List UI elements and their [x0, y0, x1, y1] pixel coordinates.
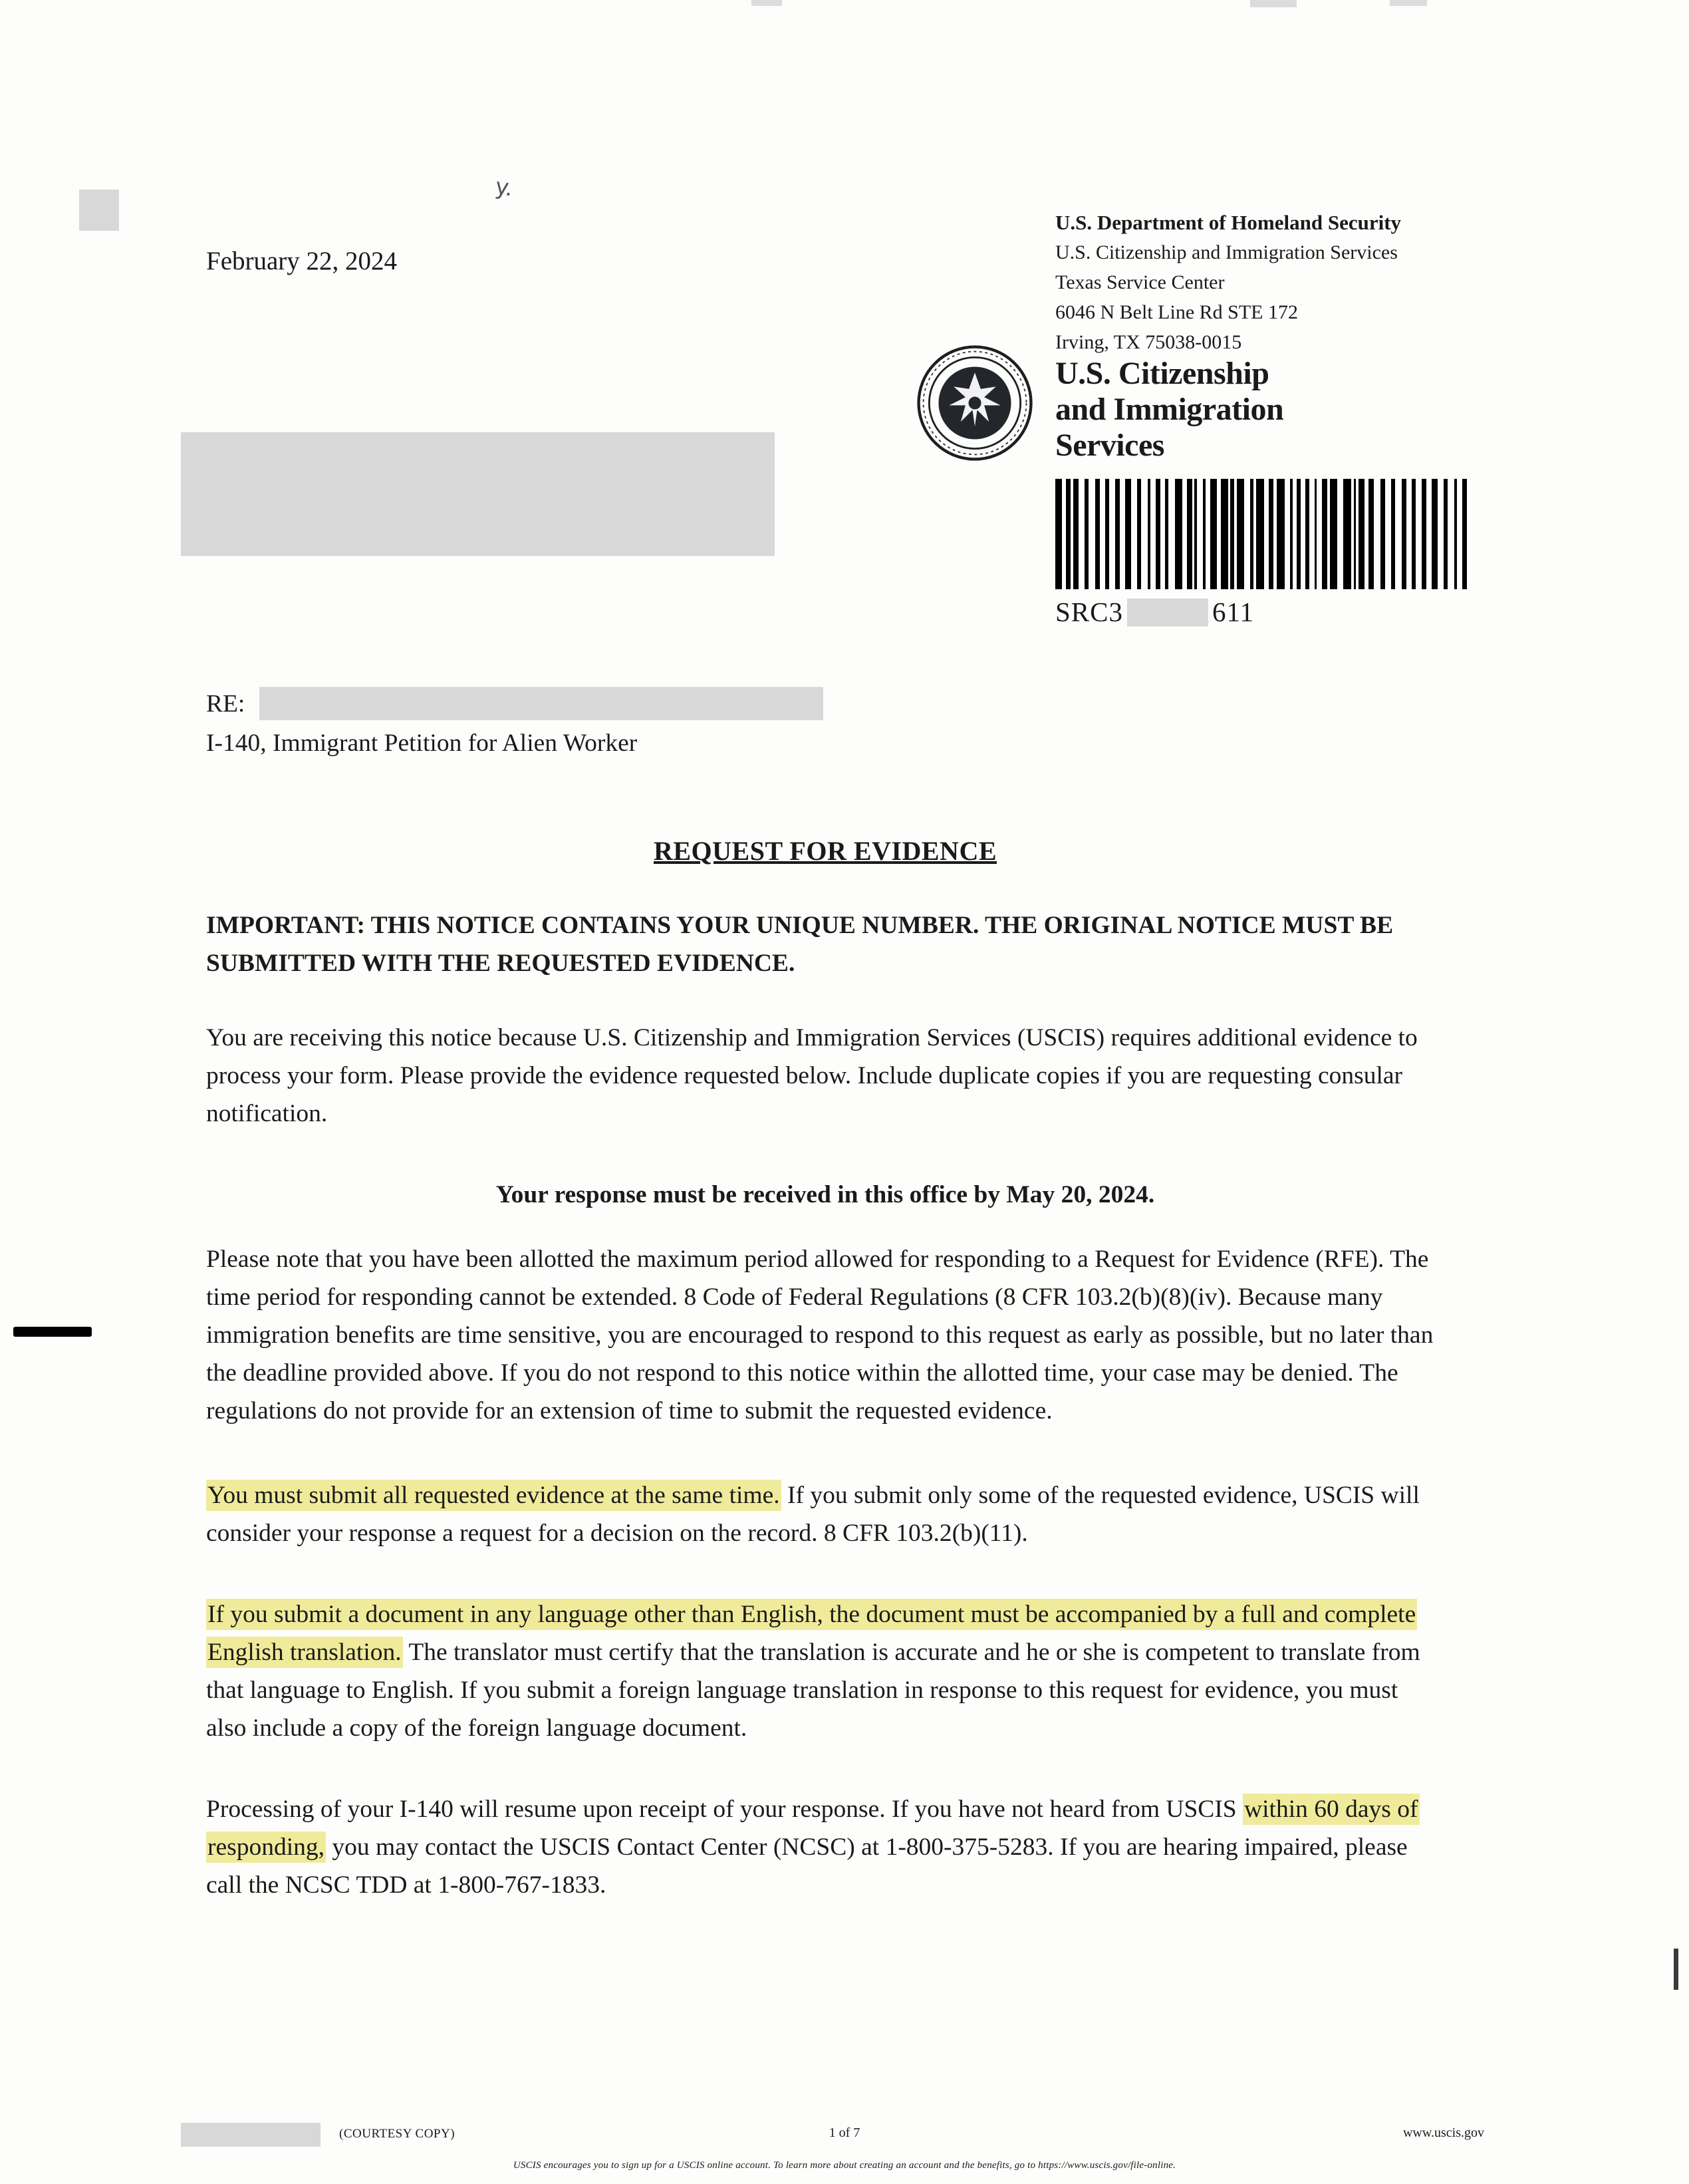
letter-date: February 22, 2024: [206, 247, 398, 275]
highlight-submit-all: You must submit all requested evidence at the same time.: [206, 1480, 781, 1511]
barcode-bar: [1230, 479, 1234, 589]
processing-after: you may contact the USCIS Contact Center (NCSC) at 1-800-375-5283. If you are hearing impaired, please call the NCSC TDD at 1-800-767-1833.: [206, 1834, 1408, 1899]
barcode-bar: [1066, 479, 1071, 589]
document-title: REQUEST FOR EVIDENCE: [653, 836, 997, 867]
barcode-bar: [1462, 479, 1467, 589]
dhs-line: 6046 N Belt Line Rd STE 172: [1055, 301, 1298, 323]
barcode-bar: [1156, 479, 1160, 589]
barcode-bar: [1305, 479, 1309, 589]
barcode-bar: [1454, 479, 1457, 589]
barcode-bar: [1237, 479, 1244, 589]
barcode-bar: [1194, 479, 1197, 589]
important-paragraph: IMPORTANT: THIS NOTICE CONTAINS YOUR UNIQUE NUMBER. THE ORIGINAL NOTICE MUST BE SUBMITTED WITH THE REQUESTED EVIDENCE.: [206, 912, 1394, 978]
barcode-bar: [1277, 479, 1285, 589]
processing-before: Processing of your I-140 will resume upon receipt of your response. If you have not heard from USCIS: [206, 1796, 1243, 1824]
dhs-line: U.S. Citizenship and Immigration Services: [1055, 241, 1398, 263]
scan-artifact: [1390, 0, 1427, 6]
scan-artifact: [751, 0, 782, 6]
receipt-redaction: [1127, 599, 1208, 626]
barcode-bar: [1432, 479, 1438, 589]
barcode-bar: [1221, 479, 1228, 589]
receipt-prefix: SRC3: [1055, 597, 1123, 627]
barcode-bar: [1391, 479, 1395, 589]
submit-evidence-paragraph: [206, 1476, 1444, 1552]
response-deadline: Your response must be received in this office by May 20, 2024.: [495, 1181, 1155, 1209]
barcode-bar: [1368, 479, 1374, 589]
allotted-period-paragraph: Please note that you have been allotted the maximum period allowed for responding to a Request for Evidence (RFE). The time period for responding cannot be extended. 8 Code of Federal Regulations (8 CFR 103.2(b)(8)(iv). Because many immigration benefits are time sensitive, you are encouraged to respond to this request as early as possible, but no later than the deadline provided above. If you do not respond to this notice within the allotted time, your case may be denied. The regulations do not provide for an extension of time to submit the requested evidence.: [206, 1246, 1434, 1425]
processing-paragraph: [206, 1790, 1444, 1904]
receipt-number: [1055, 596, 1254, 632]
redaction-square: [79, 190, 119, 231]
highlight-60-days: within 60 days of responding,: [206, 1794, 1420, 1863]
translation-rest: The translator must certify that the translation is accurate and he or she is competent to translate from that language to English. If you submit a foreign language translation in response to this request for evidence, you must also include a copy of the foreign language document.: [206, 1639, 1420, 1742]
barcode-bar: [1315, 479, 1317, 589]
barcode-bar: [1256, 479, 1264, 589]
right-edge-artifact: [1674, 1949, 1678, 1990]
barcode-bar: [1115, 479, 1120, 589]
barcode-bar: [1203, 479, 1206, 589]
wordmark-line: and Immigration: [1055, 392, 1284, 427]
barcode-bar: [1290, 479, 1293, 589]
barcode-bar: [1444, 479, 1448, 589]
submit-evidence-rest: If you submit only some of the requested evidence, USCIS will consider your response a request for a decision on the record. 8 CFR 103.2(b)(11).: [206, 1482, 1420, 1548]
barcode-bar: [1412, 479, 1416, 589]
barcode-bar: [1297, 479, 1301, 589]
dhs-line: Texas Service Center: [1055, 271, 1225, 293]
barcode-bar: [1402, 479, 1406, 589]
barcode-bar: [1187, 479, 1192, 589]
wordmark-line: Services: [1055, 428, 1164, 463]
barcode-bar: [1125, 479, 1131, 589]
left-margin-dash: [13, 1327, 92, 1337]
barcode-bar: [1250, 479, 1253, 589]
footer-online-account-note: USCIS encourages you to sign up for a USCIS online account. To learn more about creating an account and the benefits, go to https://www.uscis.gov/file-online.: [513, 2160, 1176, 2171]
re-label: RE:: [206, 690, 245, 718]
barcode-bar: [1343, 479, 1351, 589]
barcode-bar: [1165, 479, 1168, 589]
wordmark-line: U.S. Citizenship: [1055, 356, 1269, 391]
dhs-address-block: [1055, 207, 1401, 357]
scan-artifact: [1250, 0, 1297, 7]
barcode-bar: [1175, 479, 1182, 589]
dhs-seal-icon: [916, 344, 1033, 462]
recipient-address-redaction: [181, 432, 775, 556]
barcode-bar: [1354, 479, 1356, 589]
barcode-bar: [1210, 479, 1217, 589]
barcode-bar: [1105, 479, 1109, 589]
barcode-bar: [1380, 479, 1385, 589]
handwriting-artifact: y.: [493, 173, 515, 202]
dhs-line: U.S. Department of Homeland Security: [1055, 211, 1402, 234]
barcode-bar: [1269, 479, 1273, 589]
receipt-suffix: 611: [1212, 597, 1254, 627]
barcode-bar: [1359, 479, 1364, 589]
barcode-bar: [1085, 479, 1089, 589]
barcode-bar: [1322, 479, 1327, 589]
barcode-bar: [1073, 479, 1079, 589]
highlight-translation: If you submit a document in any language other than English, the document must be accompanied by a full and complete English translation.: [206, 1599, 1417, 1668]
barcode-bar: [1330, 479, 1337, 589]
barcode-bar: [1422, 479, 1426, 589]
barcode-bar: [1095, 479, 1100, 589]
footer-courtesy-copy: (COURTESY COPY): [339, 2127, 455, 2141]
page-number: 1 of 7: [829, 2125, 860, 2140]
footer-website: www.uscis.gov: [1402, 2125, 1484, 2140]
letter-body: [206, 685, 1444, 1904]
uscis-wordmark: [1055, 356, 1283, 464]
dhs-line: Irving, TX 75038-0015: [1055, 331, 1242, 353]
barcode-bar: [1055, 479, 1062, 589]
intro-paragraph: You are receiving this notice because U.S. Citizenship and Immigration Services (USCIS) requires additional evidence to process your form. Please provide the evidence requested below. Include duplicate copies if you are requesting consular notification.: [206, 1024, 1418, 1128]
barcode: [1055, 479, 1474, 589]
barcode-bar: [1137, 479, 1141, 589]
re-redaction: [259, 687, 823, 720]
barcode-bar: [1148, 479, 1150, 589]
re-line: [206, 685, 1444, 724]
form-type-line: I-140, Immigrant Petition for Alien Worker: [206, 730, 638, 757]
translation-paragraph: [206, 1595, 1444, 1747]
